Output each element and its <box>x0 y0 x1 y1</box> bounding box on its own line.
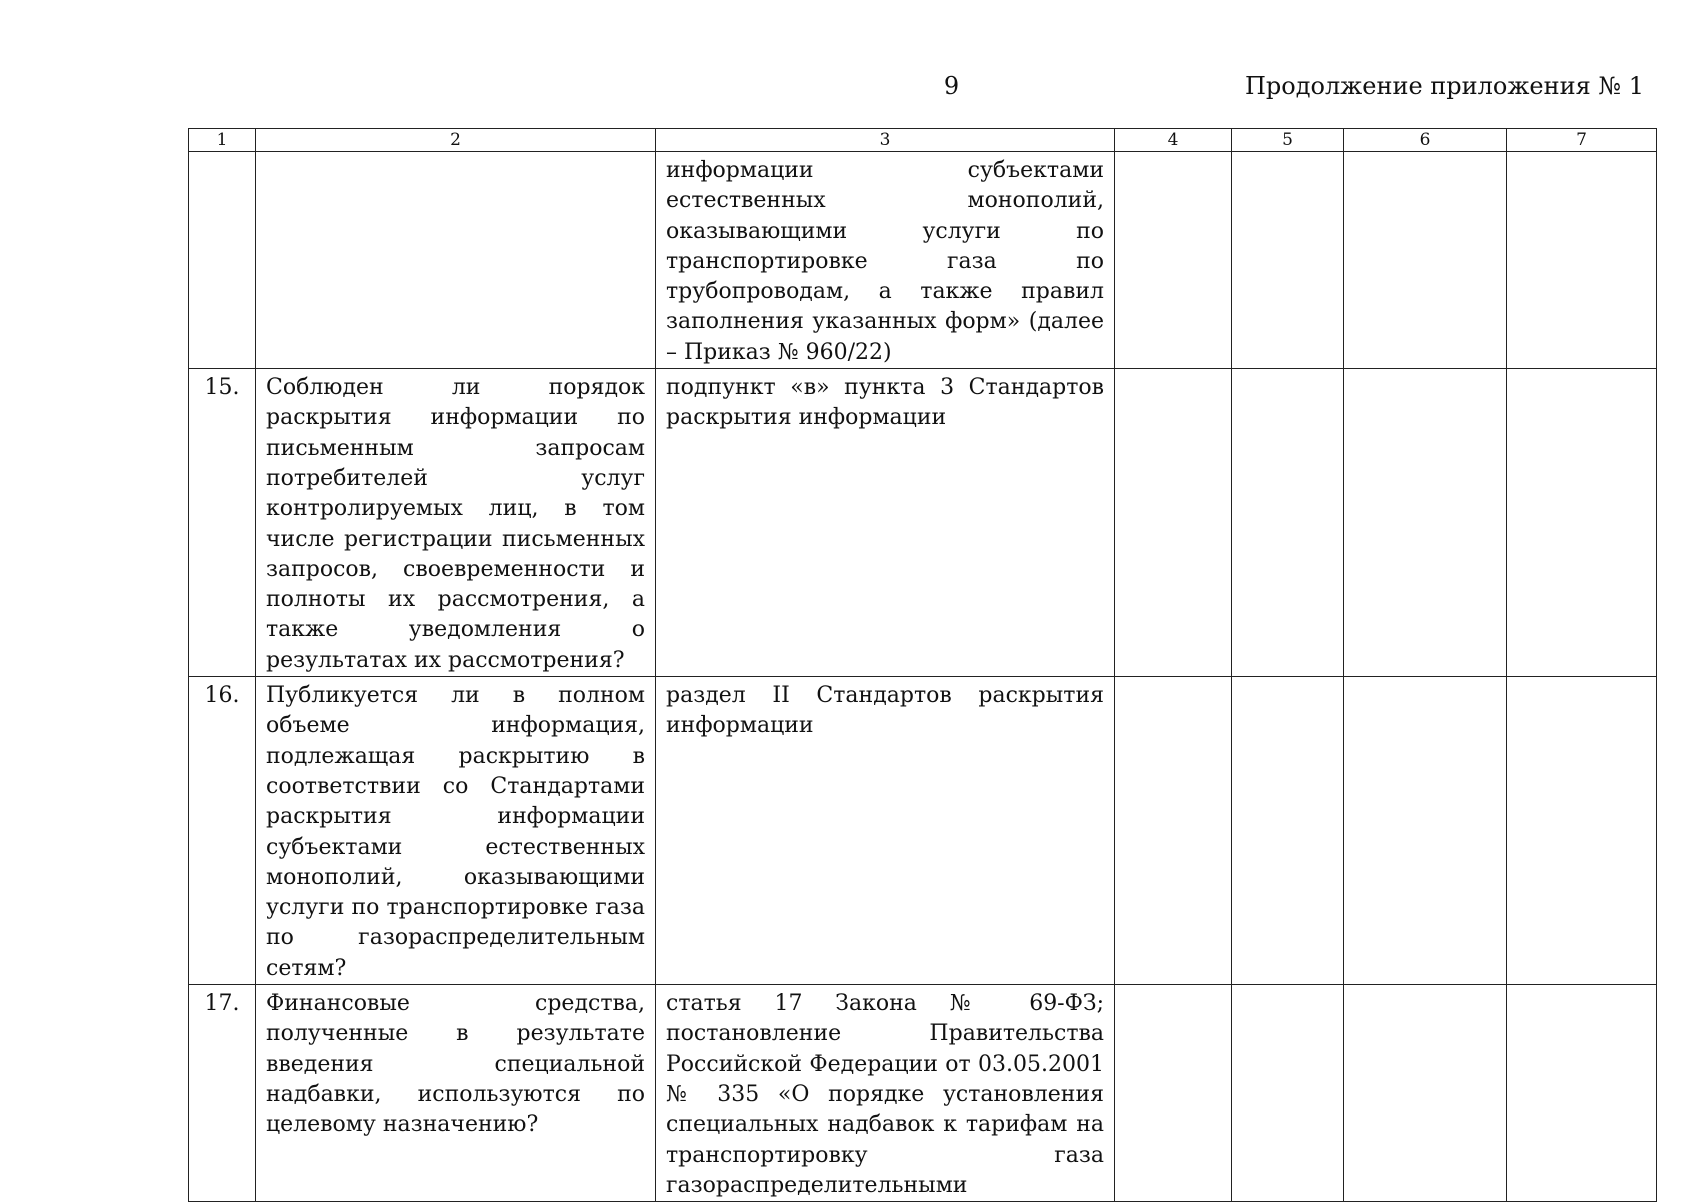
page-number: 9 <box>943 72 960 100</box>
answer-yes-cell <box>1115 152 1232 369</box>
row-number <box>189 152 256 369</box>
row-number: 16. <box>189 677 256 985</box>
question-cell <box>256 152 656 369</box>
column-header-1: 1 <box>189 129 256 152</box>
basis-cell: информации субъектами естественных монополий, оказывающими услуги по транспортировке газа по трубопроводам, а также правил заполнения указанных форм» (далее – Приказ № 960/22) <box>656 152 1115 369</box>
table-row <box>189 985 1657 1202</box>
answer-no-cell <box>1232 369 1344 677</box>
table-row <box>189 677 1657 985</box>
answer-no-cell <box>1232 152 1344 369</box>
question-cell: Финансовые средства, полученные в результате введения специальной надбавки, используются по целевому назначению? <box>256 985 656 1202</box>
note-cell <box>1507 369 1657 677</box>
column-header-7: 7 <box>1507 129 1657 152</box>
column-header-2: 2 <box>256 129 656 152</box>
answer-na-cell <box>1344 677 1507 985</box>
question-cell: Публикуется ли в полном объеме информация, подлежащая раскрытию в соответствии со Стандартами раскрытия информации субъектами естественных монополий, оказывающими услуги по транспортировке газа по газораспределительным сетям? <box>256 677 656 985</box>
note-cell <box>1507 677 1657 985</box>
basis-cell: раздел II Стандартов раскрытия информации <box>656 677 1115 985</box>
note-cell <box>1507 152 1657 369</box>
note-cell <box>1507 985 1657 1202</box>
basis-cell: статья 17 Закона № 69-ФЗ; постановление Правительства Российской Федерации от 03.05.2001 № 335 «О порядке установления специальных надбавок к тарифам на транспортировку газа газораспределительными <box>656 985 1115 1202</box>
basis-cell: подпункт «в» пункта 3 Стандартов раскрытия информации <box>656 369 1115 677</box>
answer-na-cell <box>1344 369 1507 677</box>
table-row <box>189 152 1657 369</box>
answer-na-cell <box>1344 985 1507 1202</box>
answer-yes-cell <box>1115 985 1232 1202</box>
table-row <box>189 369 1657 677</box>
row-number: 17. <box>189 985 256 1202</box>
answer-yes-cell <box>1115 677 1232 985</box>
column-number-row <box>189 129 1657 152</box>
continuation-caption: Продолжение приложения № 1 <box>1244 72 1644 100</box>
answer-no-cell <box>1232 677 1344 985</box>
column-header-5: 5 <box>1232 129 1344 152</box>
row-number: 15. <box>189 369 256 677</box>
column-header-3: 3 <box>656 129 1115 152</box>
answer-no-cell <box>1232 985 1344 1202</box>
question-cell: Соблюден ли порядок раскрытия информации по письменным запросам потребителей услуг контролируемых лиц, в том числе регистрации письменных запросов, своевременности и полноты их рассмотрения, а также уведомления о результатах их рассмотрения? <box>256 369 656 677</box>
column-header-4: 4 <box>1115 129 1232 152</box>
column-header-6: 6 <box>1344 129 1507 152</box>
checklist-table <box>188 128 1657 1202</box>
answer-yes-cell <box>1115 369 1232 677</box>
answer-na-cell <box>1344 152 1507 369</box>
